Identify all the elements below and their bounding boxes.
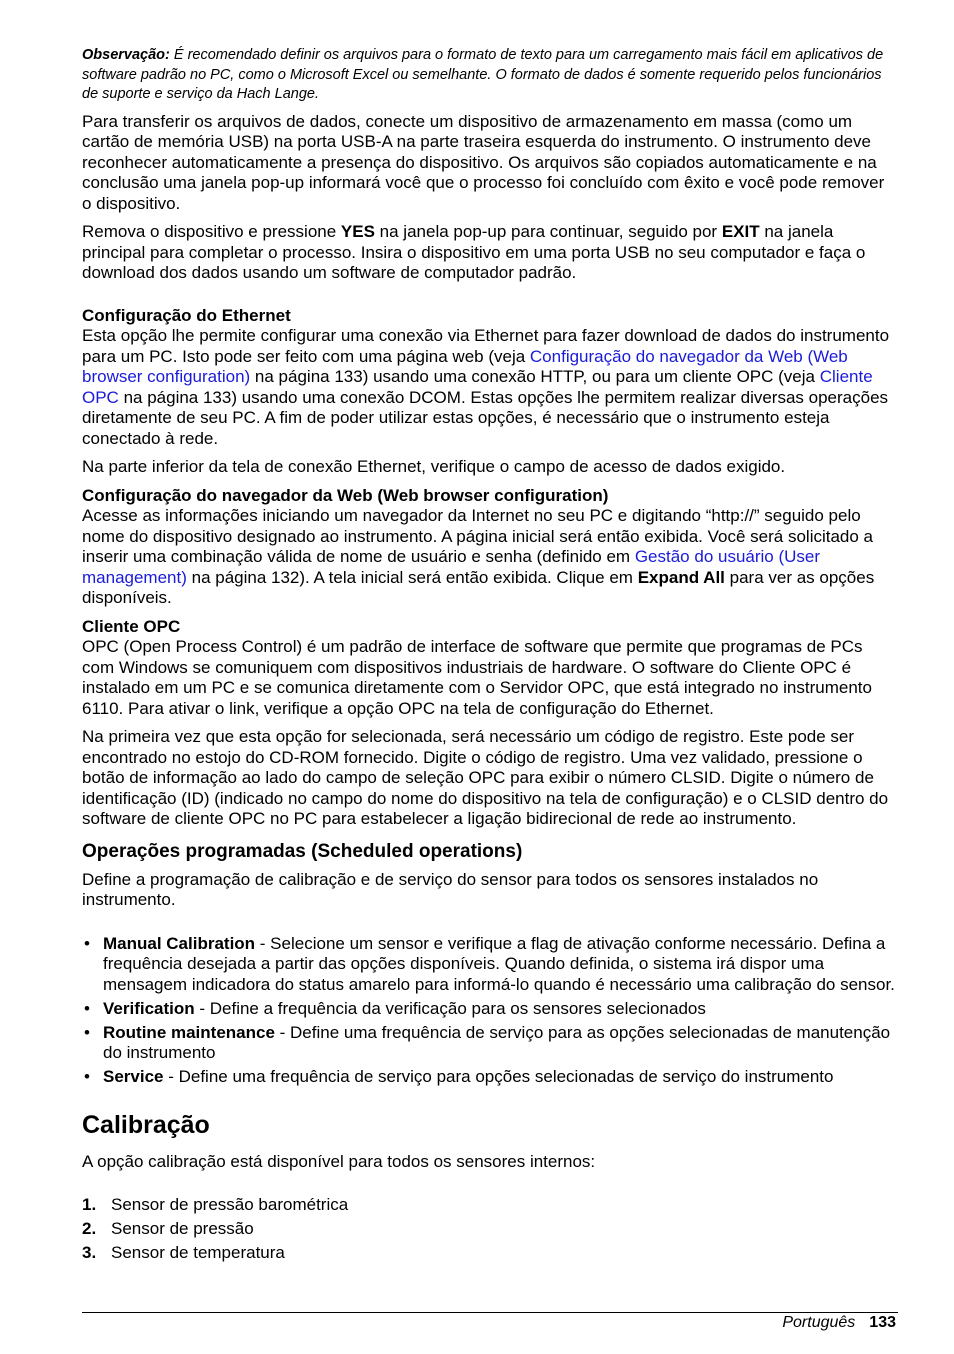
paragraph-remove: [82, 222, 898, 284]
step-text: Sensor de temperatura: [111, 1243, 285, 1262]
text-run: na janela pop-up para continuar, seguido por: [374, 222, 722, 241]
heading-scheduled-operations: Operações programadas (Scheduled operations): [82, 840, 523, 862]
link-opc-client[interactable]: Cliente OPC: [82, 367, 873, 407]
heading-ethernet: Configuração do Ethernet: [82, 305, 291, 325]
text-run: Remova o dispositivo e pressione: [82, 222, 341, 241]
note-text: É recomendado definir os arquivos para o formato de texto para um carregamento mais fácil em aplicativos de software padrão no PC, como o Microsoft Excel ou semelhante. O formato de dados é somente requerido pelos funcionários de suporte e serviço da Hach Lange.: [82, 47, 884, 102]
bullet-icon: •: [84, 998, 90, 1018]
paragraph-ethernet: [82, 326, 898, 449]
list-item: [82, 1243, 898, 1264]
expand-all-keyword: Expand All: [637, 567, 725, 587]
text-run: na página 133) usando uma conexão HTTP, ou para um cliente OPC (veja: [250, 367, 820, 386]
text-run: na janela principal para completar o processo. Insira o dispositivo em uma porta USB no seu computador e faça o download dos dados usando um software de computador padrão.: [82, 222, 866, 282]
item-term: Routine maintenance: [103, 1022, 275, 1042]
step-text: Sensor de pressão barométrica: [111, 1195, 349, 1214]
sensor-list: [82, 1195, 898, 1264]
step-number: 2.: [82, 1219, 97, 1238]
note-label: Observação:: [82, 47, 170, 63]
item-text: - Define a frequência da verificação para os sensores selecionados: [194, 998, 706, 1018]
exit-keyword: EXIT: [721, 222, 760, 241]
step-text: Sensor de pressão: [111, 1219, 254, 1238]
text-run: Esta opção lhe permite configurar uma conexão via Ethernet para fazer download de dados do instrumento para um PC. Isto pode ser feito com uma página web (veja: [82, 326, 890, 366]
paragraph-opc-1: OPC (Open Process Control) é um padrão de interface de software que permite que programas de PCs com Windows se comuniquem com dispositivos industriais de hardware. O software do Cliente OPC é instalado em um PC e se comunica diretamente com o Servidor OPC, que está integrado no instrumento 6110. Para ativar o link, verifique a opção OPC na tela de configuração do Ethernet.: [82, 637, 872, 718]
page-footer: [82, 1312, 898, 1331]
text-run: na página 132). A tela inicial será então exibida. Clique em: [186, 567, 638, 587]
paragraph-web-browser: [82, 506, 898, 609]
list-item: [82, 1023, 898, 1064]
text-run: na página 133) usando uma conexão DCOM. Estas opções lhe permitem realizar diversas operações diretamente de seu PC. A fim de poder utilizar estas opções, é necessário que o instrumento esteja conectado à rede.: [82, 387, 889, 448]
item-text: - Define uma frequência de serviço para as opções selecionadas de manutenção do instrumento: [103, 1022, 891, 1062]
heading-opc-client: Cliente OPC: [82, 616, 181, 636]
paragraph-scheduled-intro: Define a programação de calibração e de serviço do sensor para todos os sensores instalados no instrumento.: [82, 869, 819, 909]
bullet-icon: •: [84, 933, 90, 953]
list-item: [82, 1195, 898, 1216]
paragraph-transfer: Para transferir os arquivos de dados, conecte um dispositivo de armazenamento em massa (como um cartão de memória USB) na porta USB-A na parte traseira esquerda do instrumento. O instrumento deve reconhecer automaticamente a presença do dispositivo. Os arquivos são copiados automaticamente e na conclusão uma janela pop-up informará você que o processo foi concluído com êxito e você pode remover o dispositivo.: [82, 111, 885, 213]
bullet-icon: •: [84, 1067, 90, 1086]
step-number: 1.: [82, 1195, 97, 1214]
list-item: [82, 934, 898, 996]
list-item: [82, 1219, 898, 1240]
heading-web-browser: Configuração do navegador da Web (Web browser configuration): [82, 485, 609, 505]
list-item: [82, 1067, 898, 1088]
bullet-icon: •: [84, 1022, 90, 1042]
step-number: 3.: [82, 1243, 97, 1262]
text-run: Acesse as informações iniciando um navegador da Internet no seu PC e digitando “http://” seguido pelo nome do dispositivo designado ao instrumento. A página inicial será então exibida. Você será solicitado a inserir uma combinação válida de nome de usuário e senha (definido em: [82, 506, 874, 566]
paragraph-calibracao-intro: A opção calibração está disponível para todos os sensores internos:: [82, 1151, 596, 1171]
observation-note: [82, 46, 898, 105]
yes-keyword: YES: [340, 222, 375, 241]
item-term: Manual Calibration: [103, 933, 256, 953]
footer-label: [782, 1313, 896, 1333]
item-term: Service: [103, 1067, 164, 1086]
item-text: - Selecione um sensor e verifique a flag de ativação conforme necessário. Defina a frequência desejada a partir das opções disponíveis. Quando definida, o sistema irá dispor uma mensagem indicadora do status amarelo para informá-lo quando é necessário uma calibração do sensor.: [103, 933, 895, 994]
link-web-browser-config[interactable]: Configuração do navegador da Web (Web browser configuration): [82, 346, 848, 386]
paragraph-opc-2: Na primeira vez que esta opção for selecionada, será necessário um código de registro. Este pode ser encontrado no estojo do CD-ROM fornecido. Digite o código de registro. Uma vez validado, pressione o botão de informação ao lado do campo de seleção OPC para exibir o número CLSID. Digite o número de identificação (ID) (indicado no campo do nome do dispositivo na tela de configuração) e o CLSID dentro do software de cliente OPC no PC para estabelecer a ligação bidirecional de rede ao instrumento.: [82, 727, 889, 828]
page-content: [82, 46, 898, 1267]
text-run: para ver as opções disponíveis.: [82, 567, 875, 607]
item-term: Verification: [103, 998, 195, 1018]
footer-language: Português: [782, 1314, 856, 1331]
paragraph-ethernet-access: Na parte inferior da tela de conexão Ethernet, verifique o campo de acesso de dados exigido.: [82, 457, 786, 476]
list-item: [82, 999, 898, 1020]
item-text: - Define uma frequência de serviço para opções selecionadas de serviço do instrumento: [163, 1067, 834, 1086]
page-number: 133: [869, 1314, 896, 1331]
heading-calibracao: Calibração: [82, 1110, 210, 1139]
scheduled-operations-list: [82, 934, 898, 1088]
link-user-management[interactable]: Gestão do usuário (User management): [82, 547, 821, 587]
